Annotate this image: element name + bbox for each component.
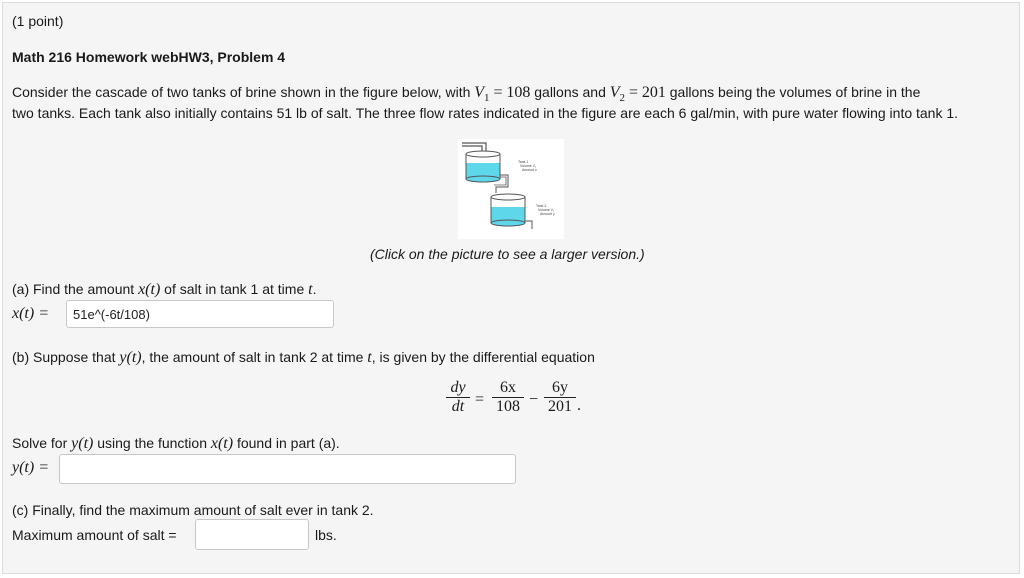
intro-line-2: two tanks. Each tank also initially contains 51 lb of salt. The three flow rates indicated in the figure are each 6 gal/min, with pure water flowing into tank 1. <box>12 105 959 121</box>
intro-line-1: Consider the cascade of two tanks of brine shown in the figure below, with $V_1 = 108$ gallons and $V_2 = 201$ gallons being the volumes of brine in the <box>12 84 921 104</box>
unit-lbs: lbs. <box>315 527 337 543</box>
tank-diagram-icon <box>458 139 564 239</box>
figure-label-tank2: Tank 2 Volume V₂ Amount y <box>536 204 555 216</box>
part-b-prompt: (b) Suppose that y(t), the amount of salt in tank 2 at time t, is given by the differential equation <box>12 349 595 366</box>
points-label: (1 point) <box>12 13 64 29</box>
y-of-t-input[interactable] <box>59 454 516 484</box>
part-c-label: Maximum amount of salt = <box>12 527 177 543</box>
part-a-label: x(t) = <box>12 305 49 322</box>
part-b-label: y(t) = <box>12 459 49 476</box>
problem-title: Math 216 Homework webHW3, Problem 4 <box>12 49 286 65</box>
figure-caption: (Click on the picture to see a larger version.) <box>370 246 645 262</box>
max-salt-input[interactable] <box>195 519 309 550</box>
part-b-solve-prompt: Solve for y(t) using the function x(t) found in part (a). <box>12 435 340 452</box>
x-of-t-input[interactable] <box>66 300 334 328</box>
tank-cascade-figure[interactable] <box>458 139 564 239</box>
problem-panel: (1 point) Math 216 Homework webHW3, Problem 4 Consider the cascade of two tanks of brine shown in the figure below, with $V_1 = 108$ gallons and $V_2 = 201$ gallons being the volumes of brine in the two tanks. Each tank also initially contains 51 lb of salt. The three flow rates indicated in the figure are each 6 gal/min, with pure water flowing into tank 1. Tank 1 Volume V₁ Amount x Tank 2 Volume V₂ Amount y (Click on the picture to see a larger version.) (a) Find the amount x(t) of salt in tank 1 at time t. x(t) = 51e^(-6t/108) (b) Suppose that y(t), the amount of salt in tank 2 at time t, is given by the differential equation $\frac{dy}{dt}$ = $\frac{6x}{108}$ − $\frac{6y}{201}$ . Solve for y(t) using the function x(t) found in part (a). y(t) = (c) Finally, find the maximum amount of salt ever in tank 2. Maximum amount of salt = lbs. <box>2 2 1020 574</box>
figure-label-tank1: Tank 1 Volume V₁ Amount x <box>518 160 537 172</box>
part-a-prompt: (a) Find the amount x(t) of salt in tank 1 at time t. <box>12 281 317 298</box>
part-c-prompt: (c) Finally, find the maximum amount of salt ever in tank 2. <box>12 502 374 518</box>
